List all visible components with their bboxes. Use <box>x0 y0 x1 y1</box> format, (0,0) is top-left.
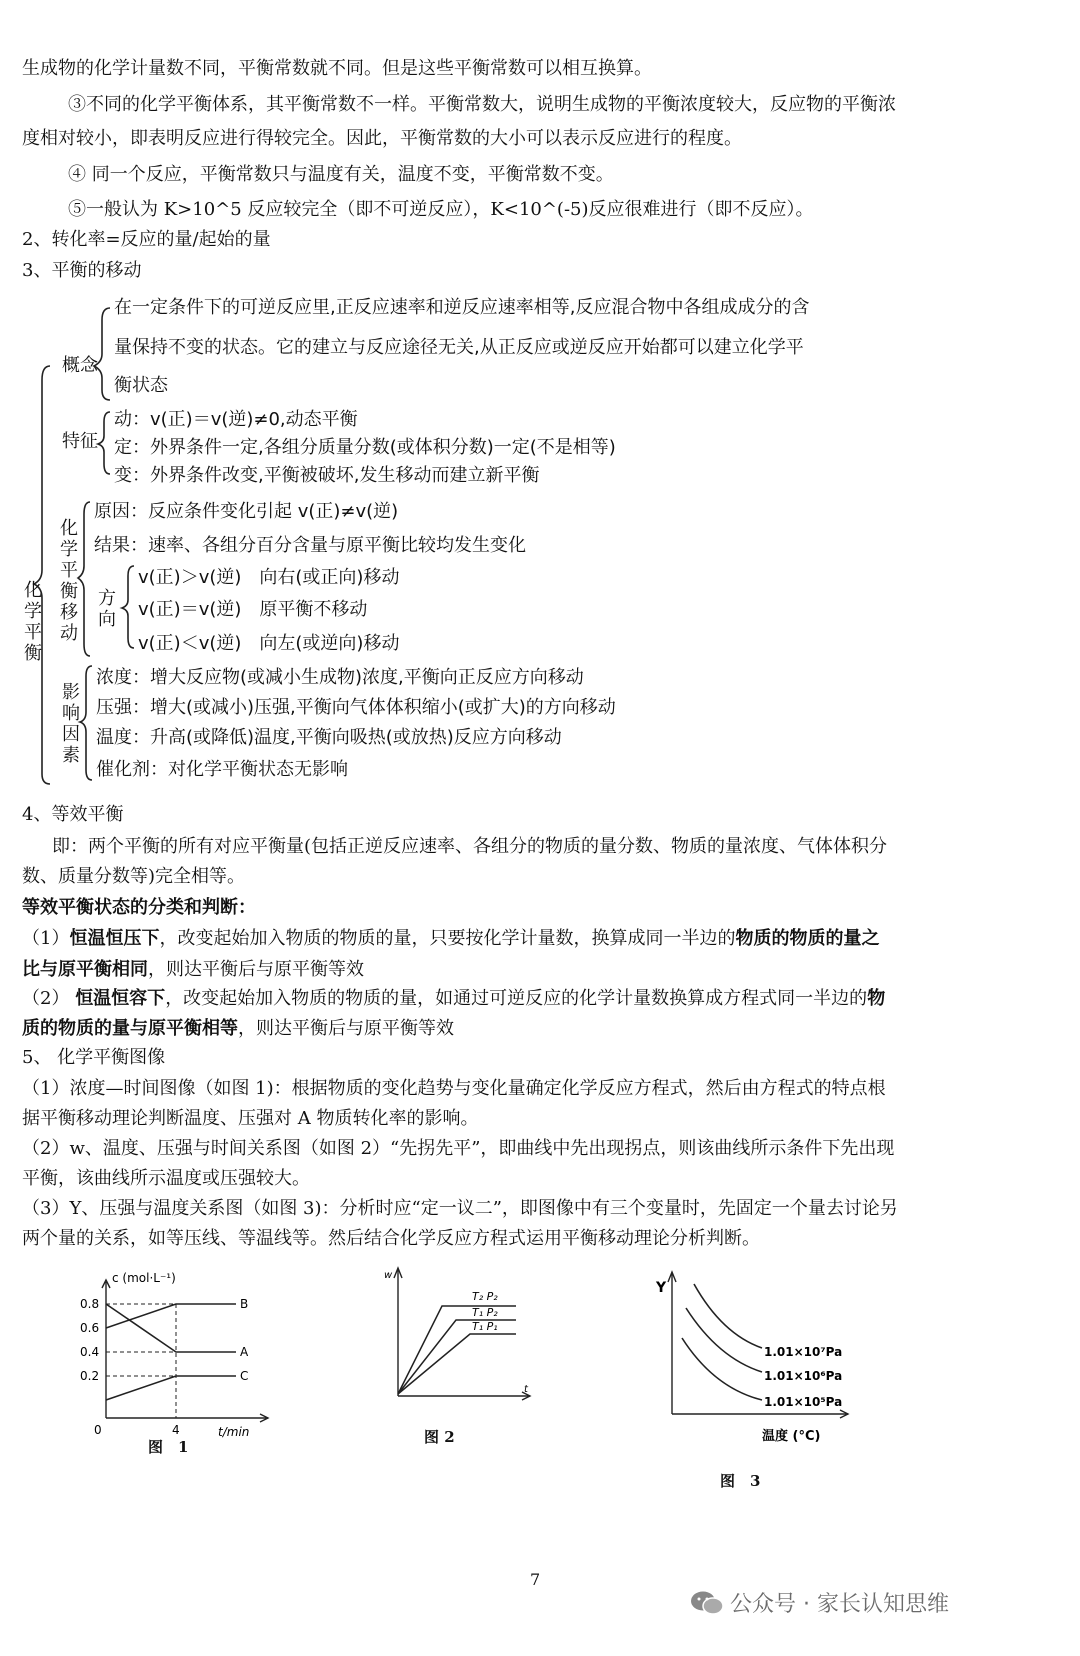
text-line <box>22 924 1058 954</box>
curve-label: T₁ P₁ <box>472 1320 498 1333</box>
subheading: 等效平衡状态的分类和判断： <box>22 897 256 918</box>
curve-label: T₂ P₂ <box>472 1290 498 1303</box>
text-line: （1）浓度—时间图像（如图 1)：根据物质的变化趋势与变化量确定化学反应方程式，然后由方程式的特点根 <box>22 1078 886 1099</box>
series-a-line <box>106 1304 236 1352</box>
curve-1e7 <box>694 1284 762 1348</box>
wechat-icon <box>690 1590 724 1616</box>
text-run: ，则达平衡后与原平衡等效 <box>238 1018 454 1039</box>
y-tick-label: 0.2 <box>80 1369 100 1383</box>
x-axis-label: t/min <box>218 1425 250 1438</box>
direction-text: v(正)＞v(逆) 向右(或正向)移动 <box>138 567 400 588</box>
shift-text: 原因：反应条件变化引起 v(正)≠v(逆) <box>94 501 399 522</box>
series-c-line <box>106 1376 236 1400</box>
series-b-line <box>106 1304 236 1328</box>
text-line: 度相对较小，即表明反应进行得较完全。因此，平衡常数的大小可以表示反应进行的程度。 <box>22 128 742 149</box>
factor-text: 浓度：增大反应物(或减小生成物)浓度,平衡向正反应方向移动 <box>96 667 584 688</box>
figure-caption: 图 3 <box>720 1472 761 1490</box>
text-run-bold: 比与原平衡相同 <box>22 959 148 980</box>
section-heading: 5、 化学平衡图像 <box>22 1047 166 1068</box>
shift-label: 化学平衡移动 <box>60 518 78 644</box>
section-heading: 3、平衡的移动 <box>22 260 142 281</box>
feature-label: 特征 <box>62 431 98 452</box>
series-label: C <box>240 1369 249 1383</box>
section-heading: 4、等效平衡 <box>22 804 124 825</box>
figure-caption: 图 2 <box>424 1428 455 1446</box>
text-line: （2）w、温度、压强与时间关系图（如图 2）“先拐先平”，即曲线中先出现拐点，则该曲线所示条件下先出现 <box>22 1138 895 1159</box>
direction-label: 方向 <box>98 588 116 630</box>
y-tick-label: 0.6 <box>80 1321 100 1335</box>
factor-text: 温度：升高(或降低)温度,平衡向吸热(或放热)反应方向移动 <box>96 727 562 748</box>
curve-1e6 <box>686 1308 762 1372</box>
text-run: ，则达平衡后与原平衡等效 <box>148 959 364 980</box>
factor-label: 影响因素 <box>62 682 80 766</box>
concept-text: 量保持不变的状态。它的建立与反应途径无关,从正反应或逆反应开始都可以建立化学平 <box>114 337 804 358</box>
x-axis-label: 温度 (°C) <box>762 1429 821 1444</box>
text-line: 即：两个平衡的所有对应平衡量(包括正逆反应速率、各组分的物质的量分数、物质的量浓度、气体体积分 <box>52 836 888 857</box>
page-number: 7 <box>530 1570 541 1589</box>
curve-label: 1.01×10⁵Pa <box>764 1395 843 1409</box>
y-tick-label: 0.4 <box>80 1345 100 1359</box>
text-run-bold: 质的物质的量与原平衡相等 <box>22 1018 238 1039</box>
text-run-bold: 物质的物质的量之 <box>735 928 880 949</box>
factor-text: 压强：增大(或减小)压强,平衡向气体体积缩小(或扩大)的方向移动 <box>96 697 616 718</box>
text-run: （2） <box>22 988 76 1009</box>
text-run: ，改变起始加入物质的物质的量，如通过可逆反应的化学计量数换算成方程式同一半边的 <box>165 988 868 1009</box>
concept-text: 在一定条件下的可逆反应里,正反应速率和逆反应速率相等,反应混合物中各组成成分的含 <box>114 297 810 318</box>
figure-3 <box>652 1264 872 1444</box>
text-line: 生成物的化学计量数不同，平衡常数就不同。但是这些平衡常数可以相互换算。 <box>22 58 652 79</box>
curve-t1p1 <box>398 1334 516 1394</box>
text-line: （3）Y、压强与温度关系图（如图 3)：分析时应“定一议二”，即图像中有三个变量时，先固定一个量去讨论另 <box>22 1198 898 1219</box>
feature-text: 变：外界条件改变,平衡被破坏,发生移动而建立新平衡 <box>114 465 540 486</box>
origin-label: 0 <box>94 1423 102 1437</box>
curve-label: 1.01×10⁶Pa <box>764 1369 843 1383</box>
text-line: 平衡，该曲线所示温度或压强较大。 <box>22 1168 310 1189</box>
x-tick-label: 4 <box>172 1423 180 1437</box>
text-run: （1） <box>22 928 70 949</box>
text-line: 数、质量分数等)完全相等。 <box>22 866 246 887</box>
curve-1e5 <box>682 1338 762 1400</box>
root-label: 化学平衡 <box>24 580 42 664</box>
direction-text: v(正)＝v(逆) 原平衡不移动 <box>138 599 368 620</box>
curve-t2p2 <box>398 1306 516 1394</box>
concept-text: 衡状态 <box>114 375 168 396</box>
text-line: ④ 同一个反应，平衡常数只与温度有关，温度不变，平衡常数不变。 <box>68 164 614 185</box>
text-run: ，改变起始加入物质的物质的量，只要按化学计量数，换算成同一半边的 <box>159 928 736 949</box>
feature-text: 定：外界条件一定,各组分质量分数(或体积分数)一定(不是相等) <box>114 437 616 458</box>
y-axis-label: w <box>384 1270 393 1281</box>
x-axis-label: t <box>524 1384 528 1395</box>
text-run-bold: 恒温恒容下 <box>75 988 166 1009</box>
feature-text: 动：v(正)＝v(逆)≠0,动态平衡 <box>114 409 358 430</box>
shift-text: 结果：速率、各组分百分含量与原平衡比较均发生变化 <box>94 535 526 556</box>
text-line: ③不同的化学平衡体系，其平衡常数不一样。平衡常数大，说明生成物的平衡浓度较大，反应物的平衡浓 <box>68 94 896 115</box>
text-line <box>22 1014 1058 1044</box>
text-run-bold: 物 <box>867 988 886 1009</box>
watermark <box>690 1587 949 1618</box>
concept-label: 概念 <box>62 355 98 376</box>
y-axis-label: c (mol·L⁻¹) <box>112 1271 176 1285</box>
curve-label: T₁ P₂ <box>472 1306 498 1319</box>
text-line: ⑤一般认为 K>10^5 反应较完全（即不可逆反应），K<10^(-5)反应很难进行（即不反应）。 <box>68 199 814 220</box>
text-line: 据平衡移动理论判断温度、压强对 A 物质转化率的影响。 <box>22 1108 479 1129</box>
y-axis-label: Y <box>656 1280 667 1296</box>
curve-label: 1.01×10⁷Pa <box>764 1345 843 1359</box>
factor-text: 催化剂：对化学平衡状态无影响 <box>96 759 348 780</box>
figure-2 <box>370 1260 540 1420</box>
series-label: B <box>240 1297 249 1311</box>
direction-text: v(正)＜v(逆) 向左(或逆向)移动 <box>138 633 400 654</box>
series-label: A <box>240 1345 249 1359</box>
figure-caption: 图 1 <box>148 1438 189 1456</box>
figure-1 <box>60 1268 280 1438</box>
text-line <box>22 955 1058 985</box>
section-heading: 2、转化率=反应的量/起始的量 <box>22 229 271 250</box>
watermark-text: 公众号 · 家长认知思维 <box>730 1592 949 1617</box>
text-run-bold: 恒温恒压下 <box>69 928 160 949</box>
y-tick-label: 0.8 <box>80 1297 100 1311</box>
text-line <box>22 984 1058 1014</box>
equilibrium-concept-diagram <box>22 297 810 824</box>
text-line: 两个量的关系，如等压线、等温线等。然后结合化学反应方程式运用平衡移动理论分析判断。 <box>22 1228 760 1249</box>
